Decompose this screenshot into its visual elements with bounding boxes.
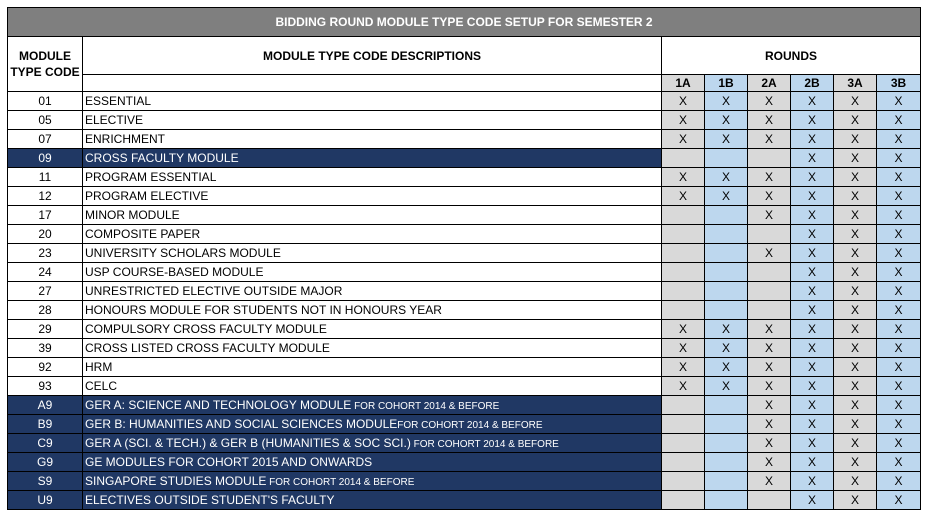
round-3a-mark: X (834, 358, 877, 377)
round-1a-mark: X (662, 111, 705, 130)
module-description-cell (83, 168, 662, 187)
round-2b-mark: X (791, 339, 834, 358)
module-description-cell (83, 320, 662, 339)
round-3a-mark: X (834, 168, 877, 187)
module-description-cell (83, 339, 662, 358)
round-1b-mark (705, 396, 748, 415)
module-code-cell: 20 (8, 225, 83, 244)
module-description-text: CROSS LISTED CROSS FACULTY MODULE (85, 341, 330, 355)
module-description-text: UNIVERSITY SCHOLARS MODULE (85, 246, 281, 260)
module-description-note: FOR COHORT 2014 & BEFORE (351, 400, 500, 412)
module-description-note: FOR COHORT 2014 & BEFORE (397, 419, 543, 431)
round-3a-mark: X (834, 206, 877, 225)
round-2a-mark: X (748, 453, 791, 472)
round-1a-mark (662, 263, 705, 282)
round-2a-mark (748, 282, 791, 301)
module-description-cell (83, 434, 662, 453)
round-1b-mark (705, 244, 748, 263)
table-row (8, 263, 921, 282)
round-3b-mark: X (877, 225, 921, 244)
round-1a-mark (662, 396, 705, 415)
round-3a-mark: X (834, 187, 877, 206)
round-1b-mark (705, 282, 748, 301)
table-row (8, 244, 921, 263)
round-1b-mark: X (705, 92, 748, 111)
module-code-cell: A9 (8, 396, 83, 415)
round-3a-mark: X (834, 434, 877, 453)
round-3a-mark: X (834, 472, 877, 491)
module-description-cell (83, 396, 662, 415)
round-3a-mark: X (834, 491, 877, 510)
round-3b-mark: X (877, 453, 921, 472)
round-2a-mark (748, 263, 791, 282)
round-2b-mark: X (791, 111, 834, 130)
round-2b-mark: X (791, 263, 834, 282)
table-row (8, 415, 921, 434)
round-2b-mark: X (791, 168, 834, 187)
module-description-text: CELC (85, 379, 118, 393)
round-2a-mark: X (748, 396, 791, 415)
round-3a-mark: X (834, 320, 877, 339)
module-description-cell (83, 415, 662, 434)
round-2a-mark: X (748, 130, 791, 149)
round-1a-mark: X (662, 92, 705, 111)
round-1a-mark: X (662, 377, 705, 396)
round-header-3a: 3A (834, 75, 877, 92)
module-description-cell (83, 472, 662, 491)
table-row (8, 282, 921, 301)
round-1b-mark: X (705, 320, 748, 339)
module-code-cell: 01 (8, 92, 83, 111)
round-2a-mark: X (748, 168, 791, 187)
table-row (8, 206, 921, 225)
round-2a-mark: X (748, 187, 791, 206)
round-2a-mark: X (748, 244, 791, 263)
module-type-code-table (7, 7, 921, 510)
round-1a-mark (662, 225, 705, 244)
module-description-text: PROGRAM ELECTIVE (85, 189, 209, 203)
module-code-cell: 23 (8, 244, 83, 263)
round-1a-mark (662, 244, 705, 263)
round-3b-mark: X (877, 320, 921, 339)
round-1b-mark (705, 434, 748, 453)
module-description-text: COMPULSORY CROSS FACULTY MODULE (85, 322, 327, 336)
round-3b-mark: X (877, 130, 921, 149)
table-row (8, 130, 921, 149)
module-description-cell (83, 282, 662, 301)
round-2b-mark: X (791, 301, 834, 320)
round-1b-mark: X (705, 168, 748, 187)
module-description-text: GE MODULES FOR COHORT 2015 AND ONWARDS (85, 455, 373, 469)
descriptions-subheader-blank (83, 75, 662, 92)
round-1b-mark: X (705, 358, 748, 377)
round-3a-mark: X (834, 92, 877, 111)
table-row (8, 491, 921, 510)
round-1a-mark (662, 149, 705, 168)
module-description-cell (83, 301, 662, 320)
round-2b-mark: X (791, 225, 834, 244)
module-description-text: GER A: SCIENCE AND TECHNOLOGY MODULE (85, 397, 352, 412)
table-row (8, 453, 921, 472)
round-3b-mark: X (877, 491, 921, 510)
module-description-cell (83, 453, 662, 472)
module-description-cell (83, 263, 662, 282)
round-1a-mark (662, 434, 705, 453)
round-1a-mark: X (662, 320, 705, 339)
module-description-cell (83, 130, 662, 149)
table-row (8, 168, 921, 187)
round-1b-mark (705, 225, 748, 244)
table-row (8, 225, 921, 244)
round-3b-mark: X (877, 263, 921, 282)
round-1b-mark (705, 263, 748, 282)
table-row (8, 358, 921, 377)
module-code-cell: S9 (8, 472, 83, 491)
round-2a-mark: X (748, 434, 791, 453)
round-3a-mark: X (834, 244, 877, 263)
module-code-cell: U9 (8, 491, 83, 510)
round-2a-mark: X (748, 206, 791, 225)
module-description-note: FOR COHORT 2014 & BEFORE (410, 438, 559, 450)
round-1b-mark: X (705, 187, 748, 206)
round-2b-mark: X (791, 244, 834, 263)
table-row (8, 320, 921, 339)
round-1a-mark: X (662, 168, 705, 187)
table-row (8, 377, 921, 396)
round-header-1a: 1A (662, 75, 705, 92)
rounds-header: ROUNDS (662, 37, 921, 75)
table-row (8, 149, 921, 168)
round-1a-mark (662, 206, 705, 225)
table-row (8, 301, 921, 320)
round-1b-mark: X (705, 111, 748, 130)
round-2b-mark: X (791, 472, 834, 491)
module-code-cell: 92 (8, 358, 83, 377)
round-2a-mark (748, 301, 791, 320)
module-code-cell: 17 (8, 206, 83, 225)
round-3a-mark: X (834, 149, 877, 168)
round-3a-mark: X (834, 396, 877, 415)
module-description-cell (83, 111, 662, 130)
round-1a-mark: X (662, 187, 705, 206)
round-3a-mark: X (834, 263, 877, 282)
round-3a-mark: X (834, 130, 877, 149)
module-description-cell (83, 92, 662, 111)
module-description-cell (83, 206, 662, 225)
round-3a-mark: X (834, 111, 877, 130)
module-code-cell: 09 (8, 149, 83, 168)
module-description-text: SINGAPORE STUDIES MODULE (85, 473, 267, 488)
round-header-2b: 2B (791, 75, 834, 92)
round-header-3b: 3B (877, 75, 921, 92)
round-2b-mark: X (791, 491, 834, 510)
round-3b-mark: X (877, 472, 921, 491)
module-description-text: UNRESTRICTED ELECTIVE OUTSIDE MAJOR (85, 284, 343, 298)
round-2b-mark: X (791, 149, 834, 168)
table-body (8, 92, 921, 510)
round-1b-mark (705, 472, 748, 491)
round-2b-mark: X (791, 396, 834, 415)
module-description-cell (83, 377, 662, 396)
round-1b-mark (705, 149, 748, 168)
round-3b-mark: X (877, 282, 921, 301)
round-1b-mark: X (705, 339, 748, 358)
module-code-cell: 05 (8, 111, 83, 130)
module-code-cell: 93 (8, 377, 83, 396)
module-code-cell: 12 (8, 187, 83, 206)
module-description-text: HRM (85, 360, 113, 374)
round-1a-mark (662, 282, 705, 301)
module-code-cell: B9 (8, 415, 83, 434)
round-2b-mark: X (791, 358, 834, 377)
module-code-cell: 24 (8, 263, 83, 282)
round-1b-mark (705, 453, 748, 472)
module-code-cell: G9 (8, 453, 83, 472)
module-description-cell (83, 491, 662, 510)
round-1a-mark (662, 491, 705, 510)
round-3a-mark: X (834, 377, 877, 396)
round-1b-mark (705, 491, 748, 510)
round-2a-mark: X (748, 358, 791, 377)
module-description-cell (83, 358, 662, 377)
round-2b-mark: X (791, 377, 834, 396)
table-row (8, 92, 921, 111)
round-3b-mark: X (877, 168, 921, 187)
round-2b-mark: X (791, 130, 834, 149)
module-description-text: USP COURSE-BASED MODULE (85, 265, 264, 279)
round-2b-mark: X (791, 282, 834, 301)
round-header-1b: 1B (705, 75, 748, 92)
round-3b-mark: X (877, 92, 921, 111)
round-3b-mark: X (877, 339, 921, 358)
module-code-cell: 29 (8, 320, 83, 339)
module-code-cell: 28 (8, 301, 83, 320)
table-title: BIDDING ROUND MODULE TYPE CODE SETUP FOR SEMESTER 2 (8, 8, 921, 37)
module-description-text: ELECTIVE (85, 113, 144, 127)
module-description-text: GER B: HUMANITIES AND SOCIAL SCIENCES MODULE (85, 416, 398, 431)
round-1b-mark (705, 301, 748, 320)
table-row (8, 472, 921, 491)
round-2b-mark: X (791, 453, 834, 472)
round-header-2a: 2A (748, 75, 791, 92)
round-2b-mark: X (791, 320, 834, 339)
round-1a-mark (662, 472, 705, 491)
round-2a-mark (748, 491, 791, 510)
round-3b-mark: X (877, 396, 921, 415)
round-2b-mark: X (791, 434, 834, 453)
module-description-text: HONOURS MODULE FOR STUDENTS NOT IN HONOURS YEAR (85, 303, 442, 317)
module-type-code-header (8, 37, 83, 92)
module-description-text: ELECTIVES OUTSIDE STUDENT'S FACULTY (85, 493, 335, 507)
round-3b-mark: X (877, 149, 921, 168)
module-description-cell (83, 225, 662, 244)
round-3a-mark: X (834, 301, 877, 320)
round-1a-mark (662, 453, 705, 472)
round-1a-mark (662, 415, 705, 434)
round-2a-mark: X (748, 111, 791, 130)
round-1b-mark (705, 415, 748, 434)
round-3b-mark: X (877, 358, 921, 377)
round-2b-mark: X (791, 415, 834, 434)
table-row (8, 339, 921, 358)
round-2b-mark: X (791, 92, 834, 111)
round-2a-mark: X (748, 472, 791, 491)
module-description-text: PROGRAM ESSENTIAL (85, 170, 217, 184)
module-description-text: ESSENTIAL (85, 94, 152, 108)
round-3a-mark: X (834, 282, 877, 301)
module-type-code-header-label: MODULE TYPE CODE (10, 48, 80, 79)
round-2a-mark: X (748, 92, 791, 111)
round-2a-mark (748, 149, 791, 168)
round-3b-mark: X (877, 415, 921, 434)
module-description-text: GER A (SCI. & TECH.) & GER B (HUMANITIES & SOC SCI.) (85, 435, 411, 450)
module-description-text: COMPOSITE PAPER (85, 227, 201, 241)
round-3a-mark: X (834, 453, 877, 472)
table-row (8, 434, 921, 453)
module-description-text: ENRICHMENT (85, 132, 165, 146)
module-description-text: CROSS FACULTY MODULE (85, 151, 239, 165)
round-3b-mark: X (877, 206, 921, 225)
module-code-cell: 07 (8, 130, 83, 149)
round-3a-mark: X (834, 415, 877, 434)
module-code-cell: 27 (8, 282, 83, 301)
round-3b-mark: X (877, 377, 921, 396)
round-3a-mark: X (834, 339, 877, 358)
round-3b-mark: X (877, 301, 921, 320)
module-description-note: FOR COHORT 2014 & BEFORE (266, 476, 415, 488)
module-code-cell: 11 (8, 168, 83, 187)
round-1a-mark: X (662, 130, 705, 149)
round-3b-mark: X (877, 111, 921, 130)
round-2a-mark (748, 225, 791, 244)
round-3b-mark: X (877, 434, 921, 453)
round-3b-mark: X (877, 244, 921, 263)
round-2b-mark: X (791, 206, 834, 225)
round-3a-mark: X (834, 225, 877, 244)
module-description-text: MINOR MODULE (85, 208, 180, 222)
table-row (8, 187, 921, 206)
round-2a-mark: X (748, 320, 791, 339)
descriptions-header: MODULE TYPE CODE DESCRIPTIONS (83, 37, 662, 75)
round-2a-mark: X (748, 377, 791, 396)
module-description-cell (83, 244, 662, 263)
round-2a-mark: X (748, 415, 791, 434)
round-1a-mark: X (662, 358, 705, 377)
module-code-cell: C9 (8, 434, 83, 453)
round-3b-mark: X (877, 187, 921, 206)
module-description-cell (83, 187, 662, 206)
module-code-cell: 39 (8, 339, 83, 358)
round-1a-mark (662, 301, 705, 320)
round-1b-mark: X (705, 130, 748, 149)
round-1b-mark (705, 206, 748, 225)
round-2b-mark: X (791, 187, 834, 206)
round-2a-mark: X (748, 339, 791, 358)
module-description-cell (83, 149, 662, 168)
round-1b-mark: X (705, 377, 748, 396)
round-1a-mark: X (662, 339, 705, 358)
table-row (8, 396, 921, 415)
table-row (8, 111, 921, 130)
